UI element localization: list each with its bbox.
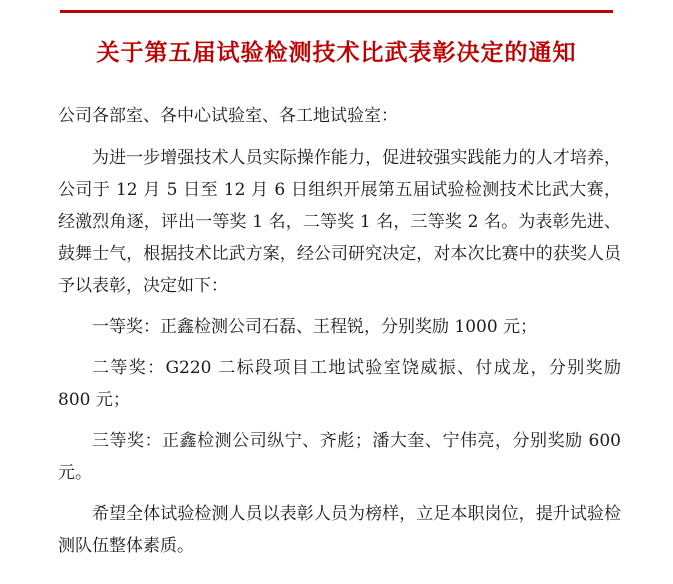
document-body: [58, 100, 621, 571]
page-title: 关于第五届试验检测技术比武表彰决定的通知: [96, 39, 577, 66]
salutation: 公司各部室、各中心试验室、各工地试验室：: [58, 106, 398, 126]
closing-paragraph: 希望全体试验检测人员以表彰人员为榜样，立足本职岗位，提升试验检测队伍整体素质。: [58, 504, 621, 556]
header-divider-rule: [60, 10, 613, 13]
third-prize-paragraph: 三等奖：正鑫检测公司纵宁、齐彪；潘大奎、宁伟亮，分别奖励 600 元。: [58, 431, 621, 483]
intro-paragraph: 为进一步增强技术人员实际操作能力，促进较强实践能力的人才培养，公司于 12 月 5 日至 12 月 6 日组织开展第五届试验检测技术比武大赛，经激烈角逐，评出一等奖 1 名，二等奖 1 名，三等奖 2 名。为表彰先进、鼓舞士气，根据技术比武方案，经公司研究决定，对本次比赛中的获奖人员予以表彰，决定如下：: [58, 148, 621, 296]
first-prize-paragraph: 一等奖：正鑫检测公司石磊、王程锐，分别奖励 1000 元；: [92, 317, 538, 337]
second-prize-paragraph: 二等奖：G220 二标段项目工地试验室饶威振、付成龙，分别奖励 800 元；: [58, 358, 621, 410]
